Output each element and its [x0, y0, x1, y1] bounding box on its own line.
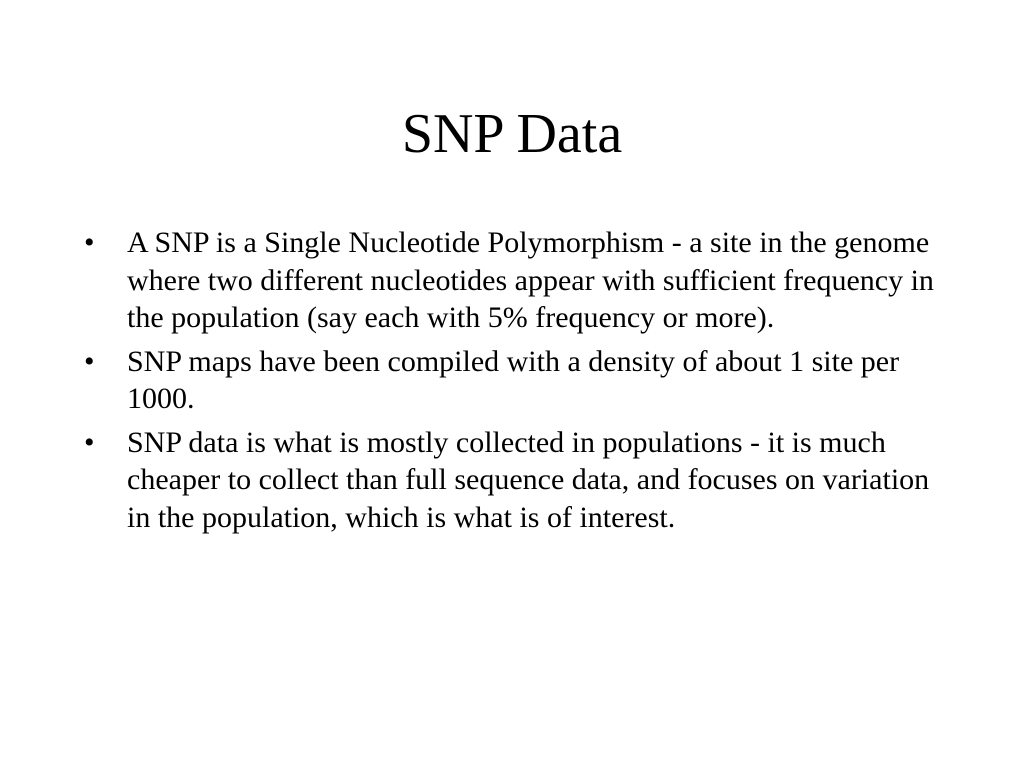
- bullet-icon: •: [84, 425, 95, 459]
- bullet-item-1: [84, 224, 944, 337]
- bullet-text: A SNP is a Single Nucleotide Polymorphism - a site in the genome where two different nucleotides appear with sufficient frequency in the population (say each with 5% frequency or more).: [127, 226, 934, 334]
- bullet-icon: •: [84, 344, 95, 378]
- bullet-text: SNP maps have been compiled with a density of about 1 site per 1000.: [127, 344, 900, 415]
- bullet-list: [84, 224, 944, 542]
- slide-title: SNP Data: [401, 103, 623, 165]
- bullet-item-2: [84, 343, 944, 418]
- bullet-icon: •: [84, 226, 95, 259]
- bullet-text: SNP data is what is mostly collected in populations - it is much cheaper to collect than full sequence data, and focuses on variation in the population, which is what is of interest.: [127, 425, 930, 534]
- bullet-item-3: [84, 424, 944, 537]
